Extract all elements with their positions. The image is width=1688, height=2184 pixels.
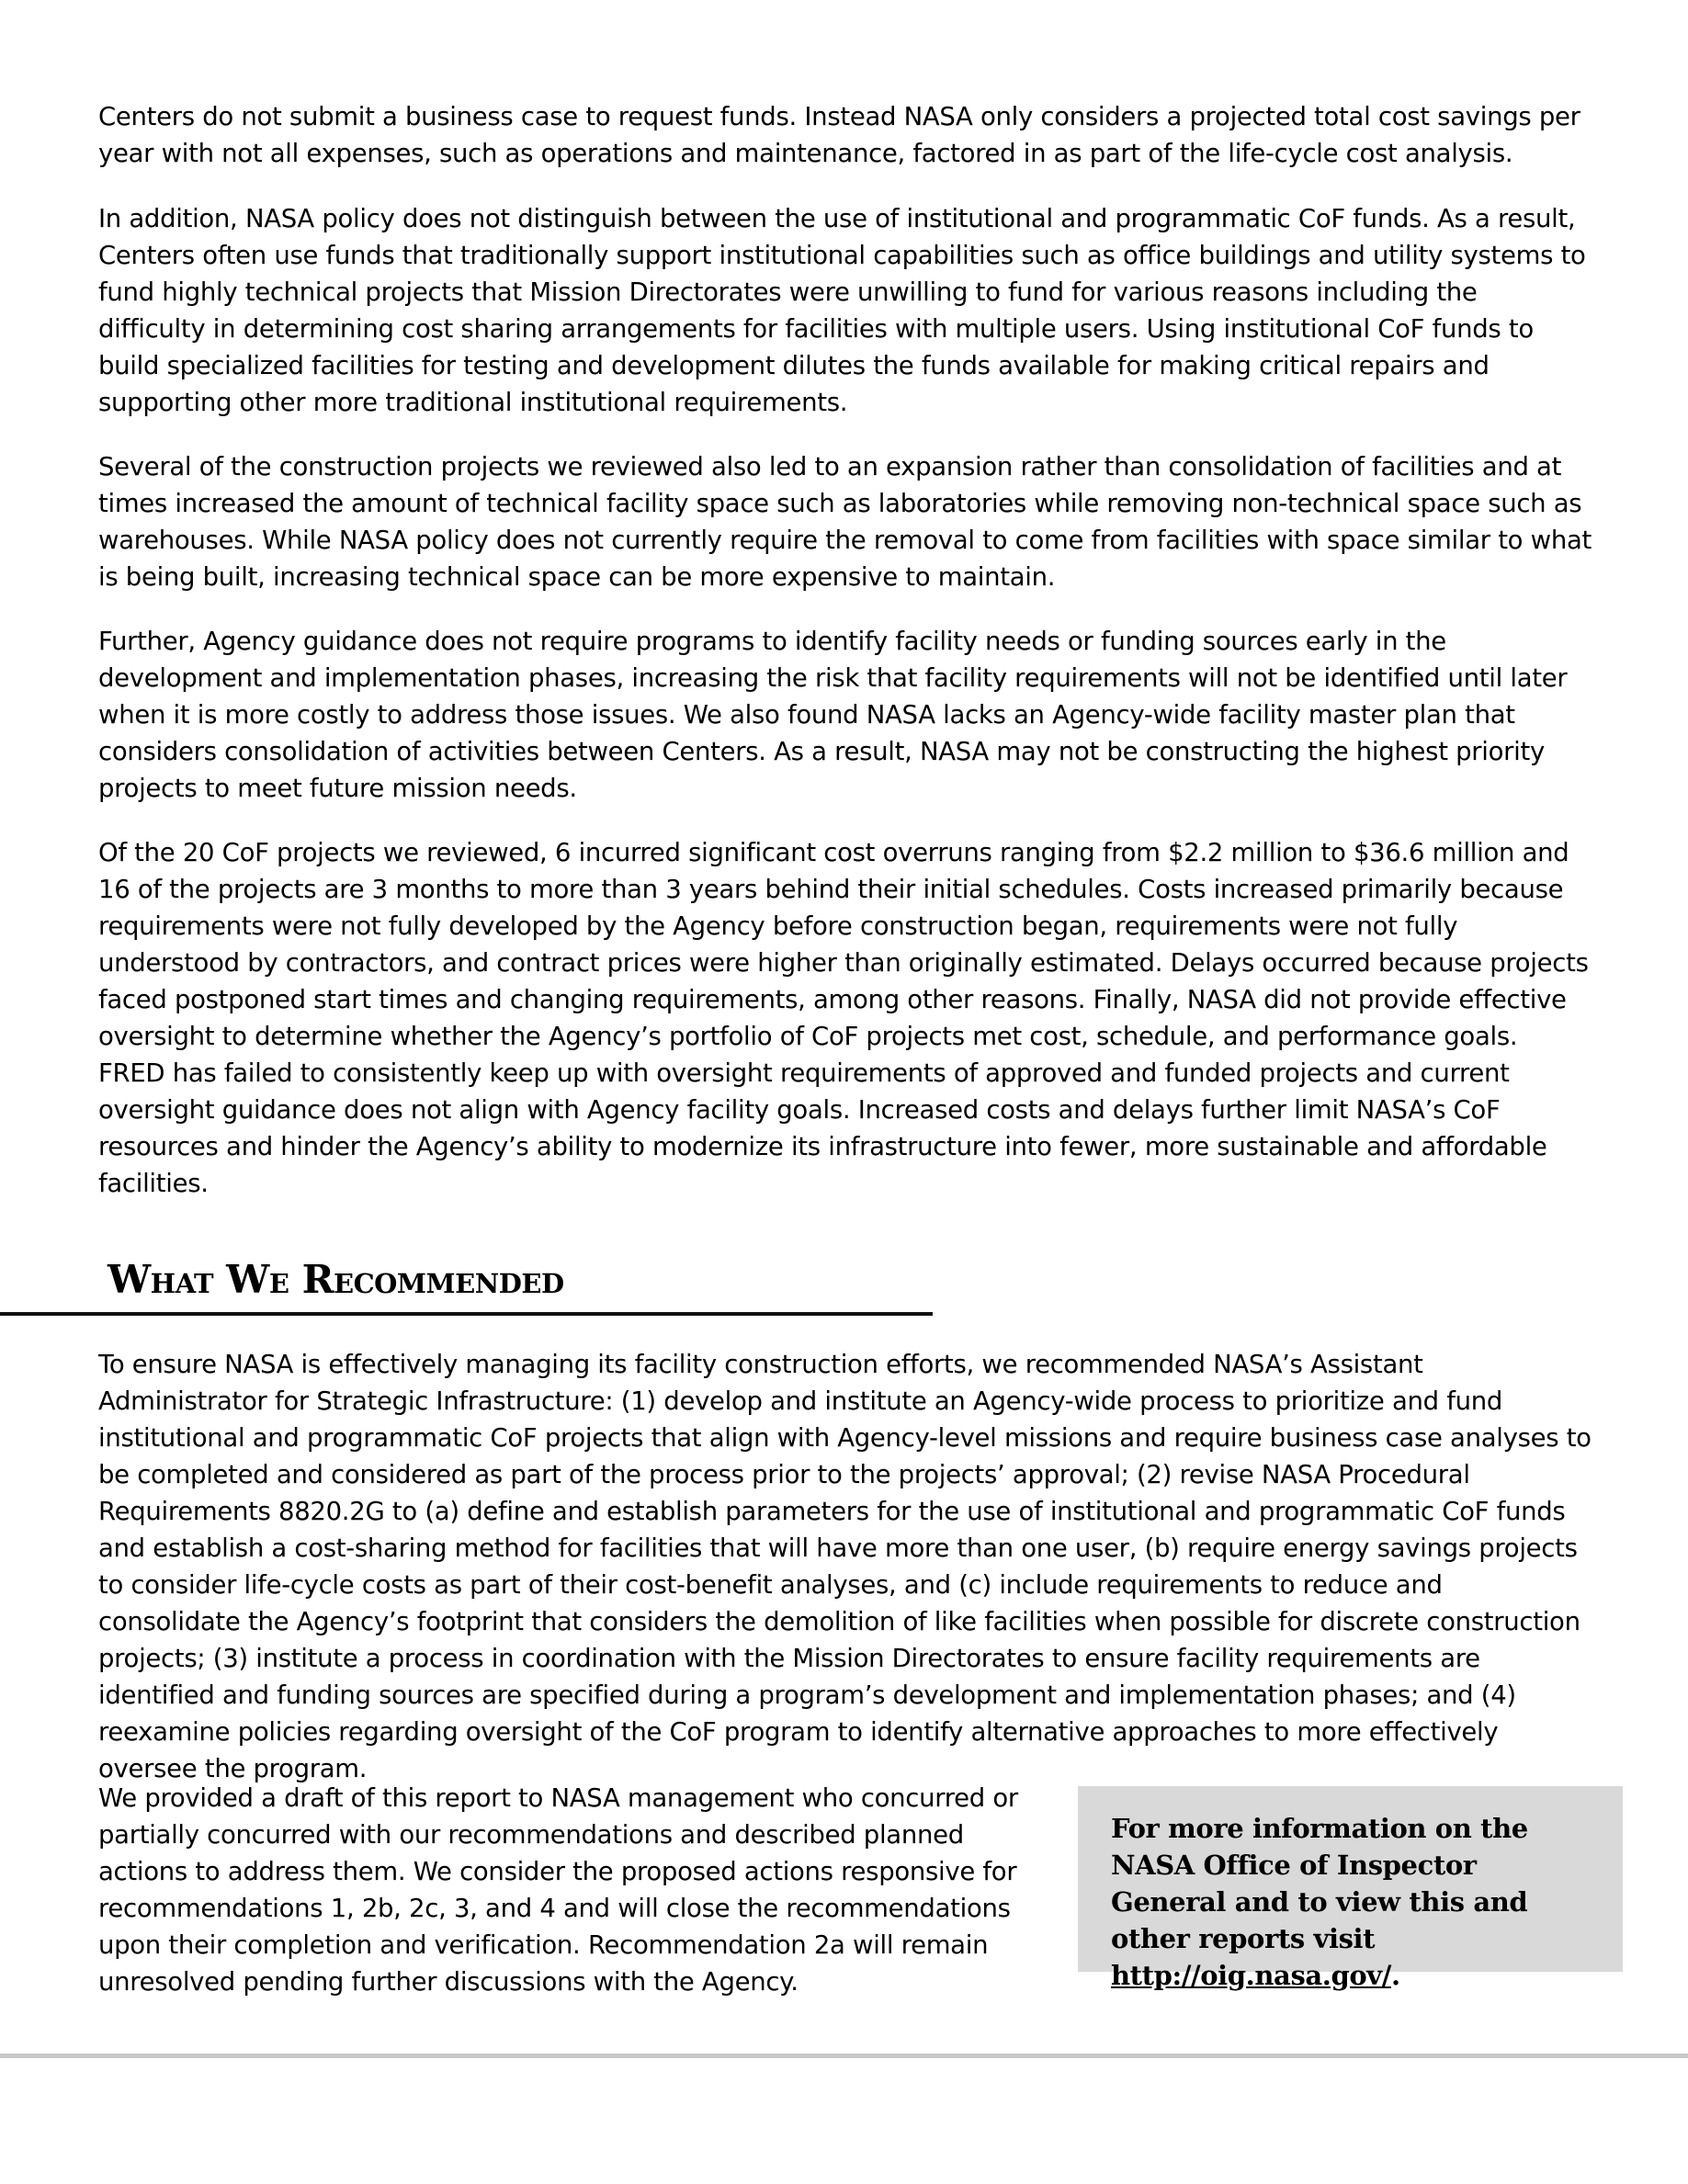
more-information-suffix: . — [1390, 1960, 1400, 1991]
paragraph-cof-funds: In addition, NASA policy does not distinguish between the use of institutional and programmatic CoF funds. As a result, Centers often use funds that traditionally support institutional capabilities such as office buildings and utility systems to fund highly technical projects that Mission Directorates were unwilling to fund for various reasons including the difficulty in determining cost sharing arrangements for facilities with multiple users. Using institutional CoF funds to build specialized facilities for testing and development dilutes the funds available for making critical repairs and supporting other more traditional institutional requirements. — [98, 204, 1586, 417]
more-information-box — [1078, 1786, 1623, 1991]
paragraph-management-response: We provided a draft of this report to NASA management who concurred or partially concurred with our recommendations and described planned actions to address them. We consider the proposed actions responsive for recommendations 1, 2b, 2c, 3, and 4 and will close the recommendations upon their completion and verification. Recommendation 2a will remain unresolved pending further discussions with the Agency. — [98, 1783, 1018, 1997]
heading-underline — [0, 1312, 933, 1316]
footer-divider — [0, 2054, 1688, 2058]
oig-website-link[interactable]: http://oig.nasa.gov/ — [1111, 1960, 1391, 1991]
paragraph-recommendations: To ensure NASA is effectively managing its facility construction efforts, we recommended NASA’s Assistant Administrator for Strategic Infrastructure: (1) develop and institute an Agency-wide process to prioritize and fund institutional and programmatic CoF projects that align with Agency-level missions and require business case analyses to be completed and considered as part of the process prior to the projects’ approval; (2) revise NASA Procedural Requirements 8820.2G to (a) define and establish parameters for the use of institutional and programmatic CoF funds and establish a cost-sharing method for facilities that will have more than one user, (b) require energy savings projects to consider life-cycle costs as part of their cost-benefit analyses, and (c) include requirements to reduce and consolidate the Agency’s footprint that considers the demolition of like facilities when possible for discrete construction projects; (3) institute a process in coordination with the Mission Directorates to ensure facility requirements are identified and funding sources are specified during a program’s development and implementation phases; and (4) reexamine policies regarding oversight of the CoF program to identify alternative approaches to more effectively oversee the program. — [98, 1350, 1592, 1783]
paragraph-expansion: Several of the construction projects we reviewed also led to an expansion rather than consolidation of facilities and at times increased the amount of technical facility space such as laboratories while removing non-technical space such as warehouses. While NASA policy does not currently require the removal to come from facilities with space similar to what is being built, increasing technical space can be more expensive to maintain. — [98, 452, 1592, 592]
paragraph-business-case: Centers do not submit a business case to request funds. Instead NASA only considers a projected total cost savings per year with not all expenses, such as operations and maintenance, factored in as part of the life-cycle cost analysis. — [98, 102, 1580, 168]
paragraph-agency-guidance: Further, Agency guidance does not require programs to identify facility needs or funding sources early in the development and implementation phases, increasing the risk that facility requirements will not be identified until later when it is more costly to address those issues. We also found NASA lacks an Agency-wide facility master plan that considers consolidation of activities between Centers. As a result, NASA may not be constructing the highest priority projects to meet future mission needs. — [98, 627, 1568, 803]
paragraph-cost-overruns: Of the 20 CoF projects we reviewed, 6 incurred significant cost overruns ranging from $2.2 million to $36.6 million and 16 of the projects are 3 months to more than 3 years behind their initial schedules. Costs increased primarily because requirements were not fully developed by the Agency before construction began, requirements were not fully understood by contractors, and contract prices were higher than originally estimated. Delays occurred because projects faced postponed start times and changing requirements, among other reasons. Finally, NASA did not provide effective oversight to determine whether the Agency’s portfolio of CoF projects met cost, schedule, and performance goals. FRED has failed to consistently keep up with oversight requirements of approved and funded projects and current oversight guidance does not align with Agency facility goals. Increased costs and delays further limit NASA’s CoF resources and hinder the Agency’s ability to modernize its infrastructure into fewer, more sustainable and affordable facilities. — [98, 838, 1589, 1198]
section-heading: What We Recommended — [108, 1257, 564, 1302]
more-information-text: For more information on the NASA Office of Inspector General and to view this and other reports visit — [1111, 1813, 1528, 1954]
